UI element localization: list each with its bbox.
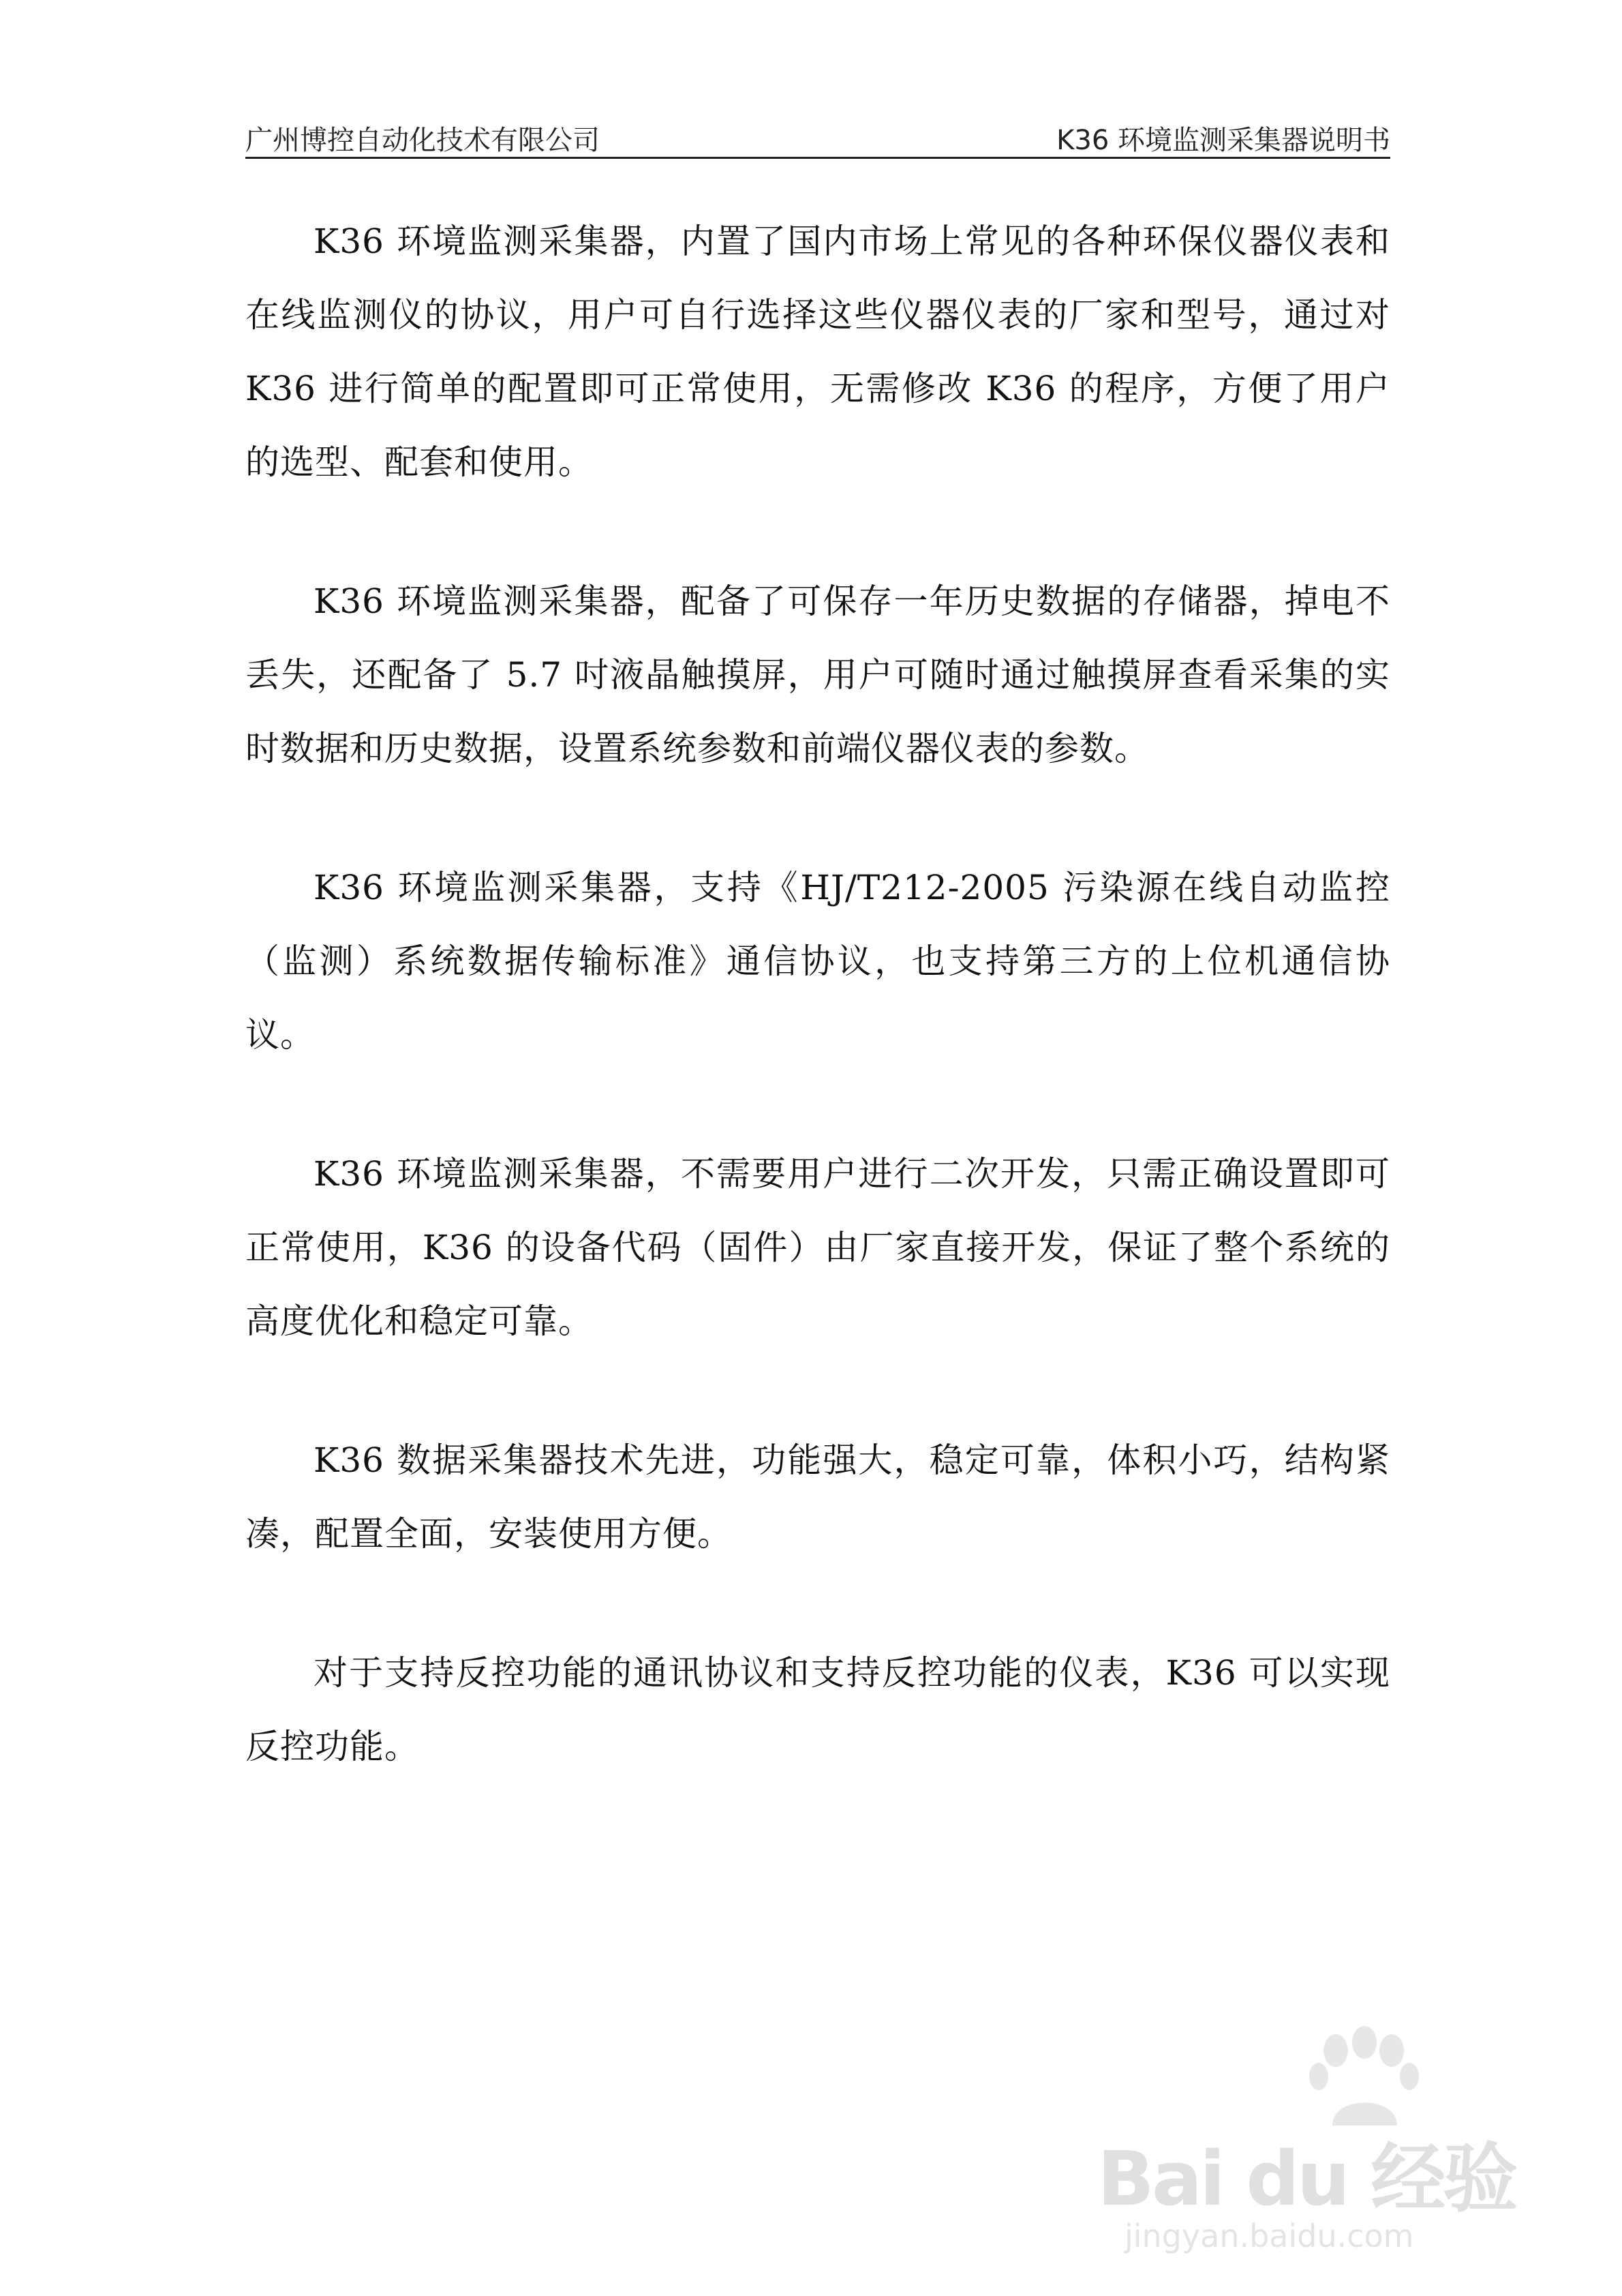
paragraph: K36 环境监测采集器，配备了可保存一年历史数据的存储器，掉电不丢失，还配备了 5.7 吋液晶触摸屏，用户可随时通过触摸屏查看采集的实时数据和历史数据，设置系统参数和前端仪器仪表的参数。 [245,581,1390,768]
watermark-brand: Bai du 经验 [1097,2135,1516,2222]
paragraph: K36 环境监测采集器，内置了国内市场上常见的各种环保仪器仪表和在线监测仪的协议，用户可自行选择这些仪器仪表的厂家和型号，通过对 K36 进行简单的配置即可正常使用，无需修改 K36 的程序，方便了用户的选型、配套和使用。 [245,222,1390,482]
paw-icon [1084,2023,1520,2132]
paragraph: K36 环境监测采集器，不需要用户进行二次开发，只需正确设置即可正常使用，K36 的设备代码（固件）由厂家直接开发，保证了整个系统的高度优化和稳定可靠。 [245,1154,1390,1341]
baidu-watermark [1084,2023,1520,2269]
paragraph: K36 环境监测采集器，支持《HJ/T212-2005 污染源在线自动监控（监测）系统数据传输标准》通信协议，也支持第三方的上位机通信协议。 [245,868,1390,1055]
body-text [245,205,1390,1849]
watermark-url: jingyan.baidu.com [1124,2218,1414,2254]
page-header [245,115,1390,159]
document-title: K36 环境监测采集器说明书 [1056,125,1390,156]
paragraph: 对于支持反控功能的通讯协议和支持反控功能的仪表，K36 可以实现反控功能。 [245,1653,1390,1766]
paragraph: K36 数据采集器技术先进，功能强大，稳定可靠，体积小巧，结构紧凑，配置全面，安装使用方便。 [245,1440,1390,1554]
company-name: 广州博控自动化技术有限公司 [245,125,600,156]
